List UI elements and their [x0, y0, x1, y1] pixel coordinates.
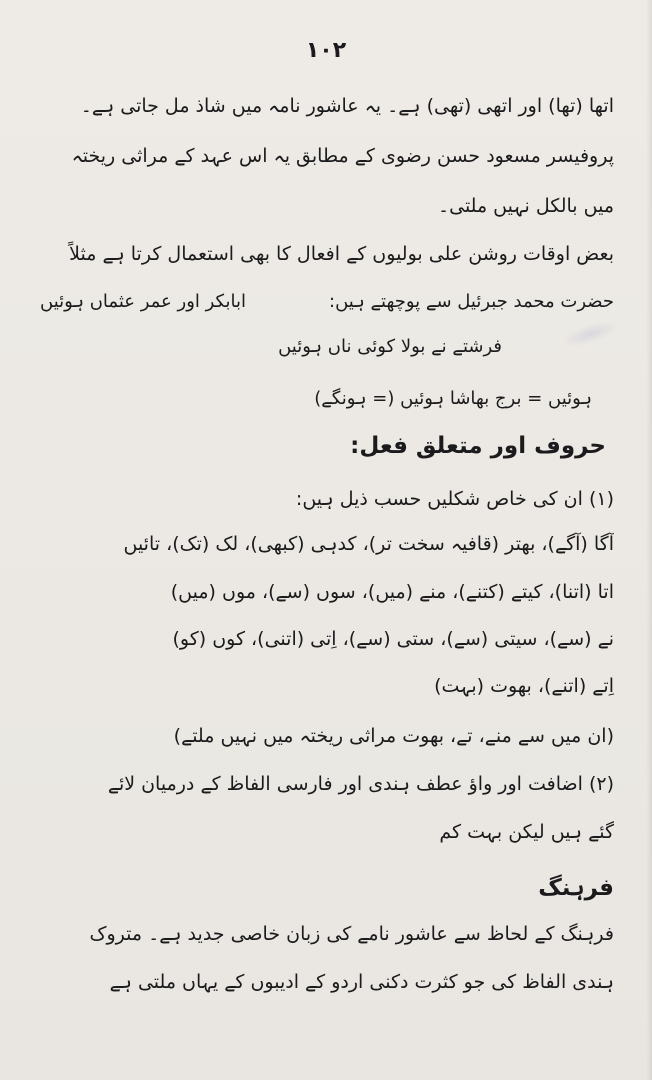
- page-edge-shadow: [646, 0, 652, 1080]
- verse-line-2: فرشتے نے بولا کوئی ناں ہوئیں: [278, 336, 502, 357]
- paper-smudge: [559, 316, 622, 352]
- verse-intro: حضرت محمد جبرئیل سے پوچھتے ہیں:: [329, 291, 614, 312]
- particles-line-1: آگا (آگے)، بھتر (قافیہ سخت تر)، کدہی (کبھی)، لک (تک)، تائیں: [123, 533, 614, 555]
- body-line-1: اتھا (تھا) اور اتھی (تھی) ہے۔ یہ عاشور نامہ میں شاذ مل جاتی ہے۔: [80, 95, 614, 117]
- particles-intro: (۱) ان کی خاص شکلیں حسب ذیل ہیں:: [295, 488, 614, 510]
- glossary-line-2: ہندی الفاظ کی جو کثرت دکنی اردو کے ادیبوں کے یہاں ملتی ہے: [109, 971, 614, 993]
- particles-line-4: اِتے (اتنے)، بھوت (بہت): [434, 675, 614, 697]
- verse-line-1: ابابکر اور عمر عثماں ہوئیں: [40, 291, 246, 312]
- body-line-2: پروفیسر مسعود حسن رضوی کے مطابق یہ اس عہد کے مراثی ریختہ: [71, 145, 614, 167]
- body-line-4: بعض اوقات روشن علی بولیوں کے افعال کا بھی استعمال کرتا ہے مثلاً: [69, 243, 614, 265]
- item-2-line-2: گئے ہیں لیکن بہت کم: [439, 821, 614, 843]
- glossary-line-1: فرہنگ کے لحاظ سے عاشور نامے کی زبان خاصی جدید ہے۔ متروک: [89, 923, 614, 945]
- body-line-3: میں بالکل نہیں ملتی۔: [437, 195, 614, 217]
- section-heading-glossary: فرہنگ: [538, 875, 614, 901]
- particles-note: (ان میں سے منے، تے، بھوت مراثی ریختہ میں نہیں ملتے): [173, 725, 614, 747]
- particles-line-2: اتا (اتنا)، کیتے (کتنے)، منے (میں)، سوں (سے)، موں (میں): [170, 581, 614, 603]
- page-number: ۱۰۲: [305, 38, 347, 63]
- verse-gloss: ہوئیں = برج بھاشا ہوئیں (= ہونگے): [314, 388, 592, 409]
- particles-line-3: نے (سے)، سیتی (سے)، ستی (سے)، اِتی (اتنی)، کوں (کو): [172, 628, 614, 650]
- section-heading-particles: حروف اور متعلق فعل:: [350, 433, 606, 459]
- item-2-line-1: (۲) اضافت اور واؤ عطف ہندی اور فارسی الفاظ کے درمیان لائے: [107, 773, 614, 795]
